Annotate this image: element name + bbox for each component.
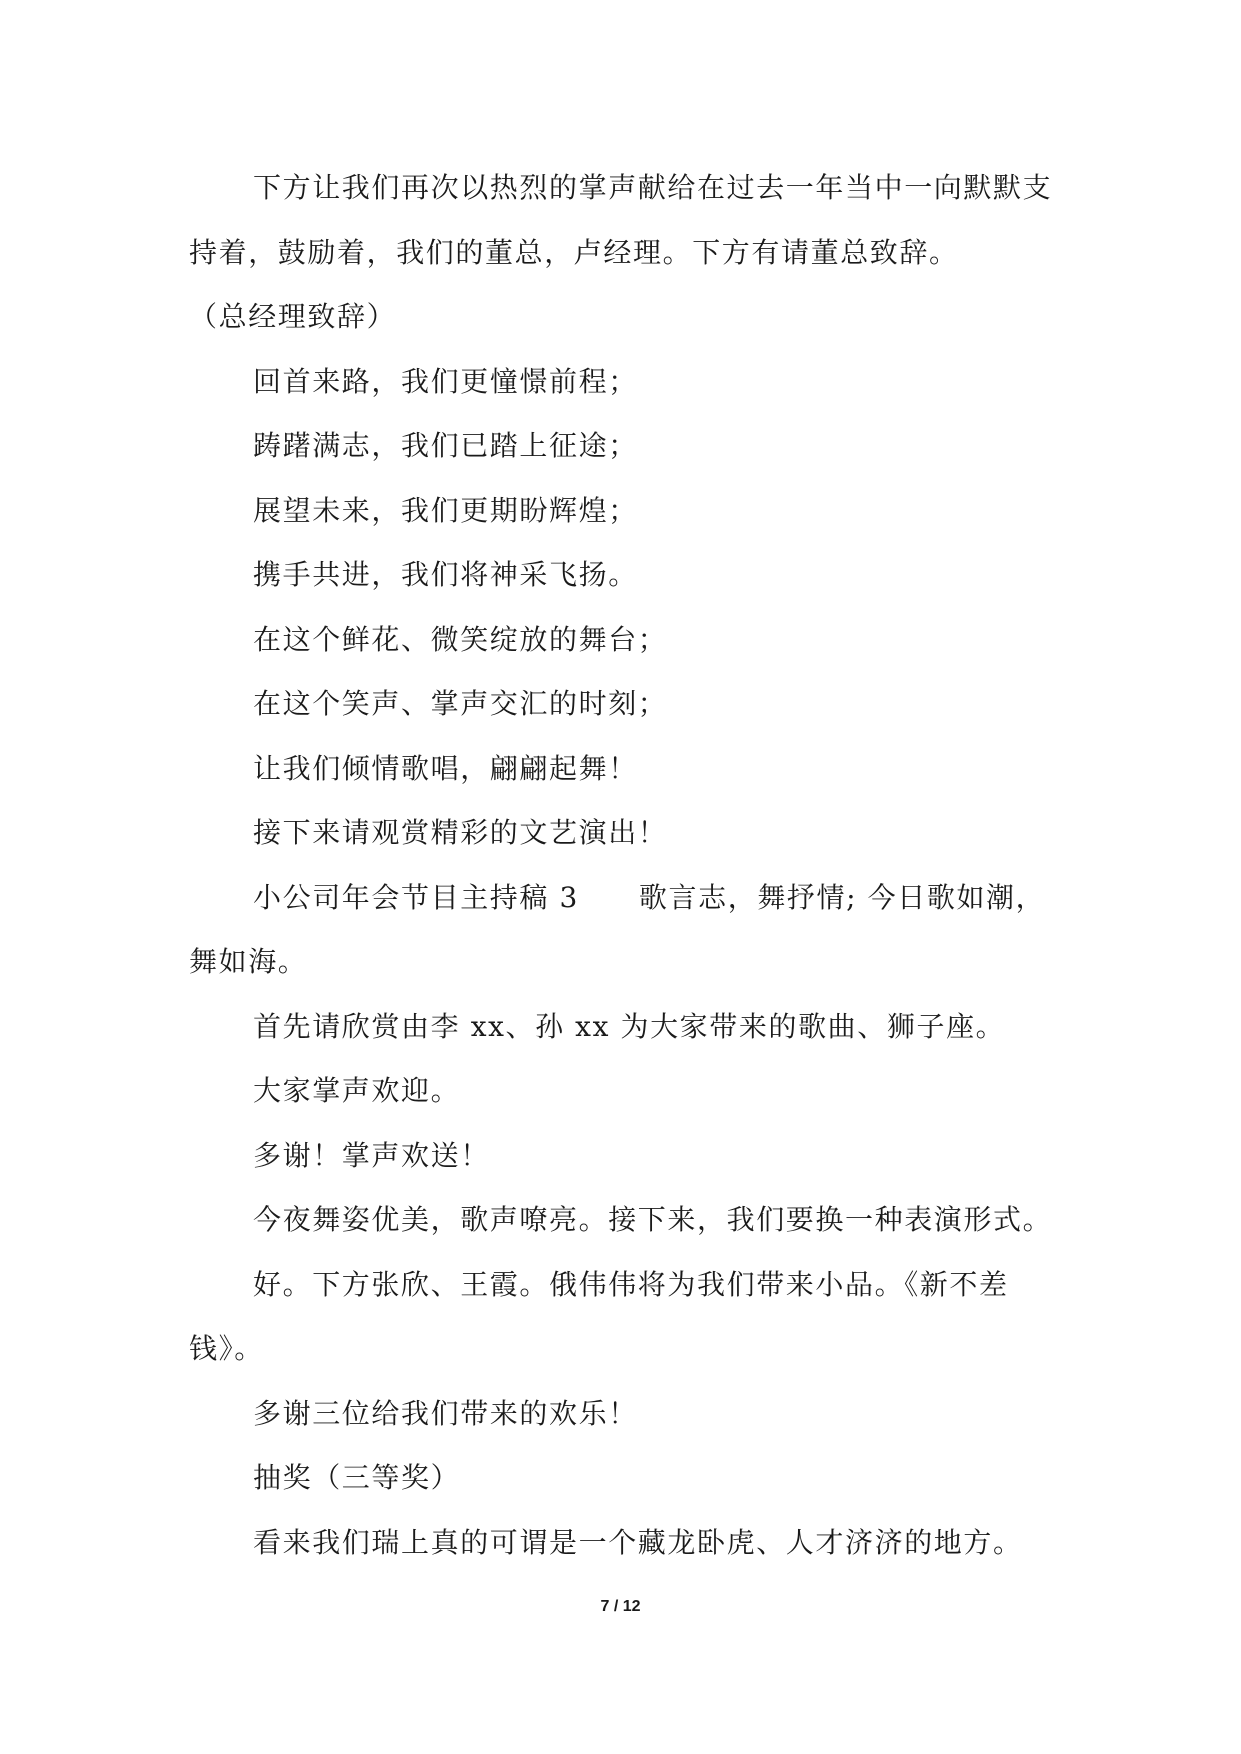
paragraph: 好。下方张欣、王霞。俄伟伟将为我们带来小品。《新不差钱》。 bbox=[189, 1267, 1009, 1365]
paragraph: 接下来请观赏精彩的文艺演出！ bbox=[253, 816, 668, 849]
paragraph: 在这个鲜花、微笑绽放的舞台； bbox=[253, 622, 668, 656]
paragraph: 在这个笑声、掌声交汇的时刻； bbox=[253, 687, 668, 720]
paragraph: 抽奖（三等奖） bbox=[253, 1461, 461, 1494]
paragraph: 让我们倾情歌唱，翩翩起舞！ bbox=[253, 751, 638, 785]
paragraph: 展望未来，我们更期盼辉煌； bbox=[253, 493, 638, 527]
paragraph-text: 歌言志，舞抒情; 今日歌如潮，舞如海。 bbox=[189, 880, 1046, 978]
page-number: 7 / 12 bbox=[600, 1598, 641, 1615]
paragraph: 携手共进，我们将神采飞扬。 bbox=[253, 558, 638, 591]
paragraph: 大家掌声欢迎。 bbox=[253, 1074, 461, 1107]
section-title: 小公司年会节目主持稿 3 bbox=[253, 880, 579, 914]
paragraph: 回首来路，我们更憧憬前程； bbox=[253, 364, 638, 398]
paragraph: 下方让我们再次以热烈的掌声献给在过去一年当中一向默默支持着，鼓励着，我们的董总，卢经理。下方有请董总致辞。 bbox=[189, 171, 1053, 269]
paragraph: 首先请欣赏由李 xx、孙 xx 为大家带来的歌曲、狮子座。 bbox=[253, 1009, 1006, 1043]
paragraph: （总经理致辞） bbox=[189, 300, 397, 333]
paragraph: 踌躇满志，我们已踏上征途； bbox=[253, 429, 638, 462]
paragraph: 多谢三位给我们带来的欢乐！ bbox=[253, 1396, 638, 1430]
paragraph bbox=[189, 866, 1069, 995]
paragraph: 今夜舞姿优美，歌声嘹亮。接下来，我们要换一种表演形式。 bbox=[253, 1203, 1053, 1236]
paragraph: 多谢！掌声欢送！ bbox=[253, 1138, 490, 1172]
document-body bbox=[189, 156, 1069, 1575]
paragraph: 看来我们瑞上真的可谓是一个藏龙卧虎、人才济济的地方。 bbox=[253, 1525, 1023, 1559]
